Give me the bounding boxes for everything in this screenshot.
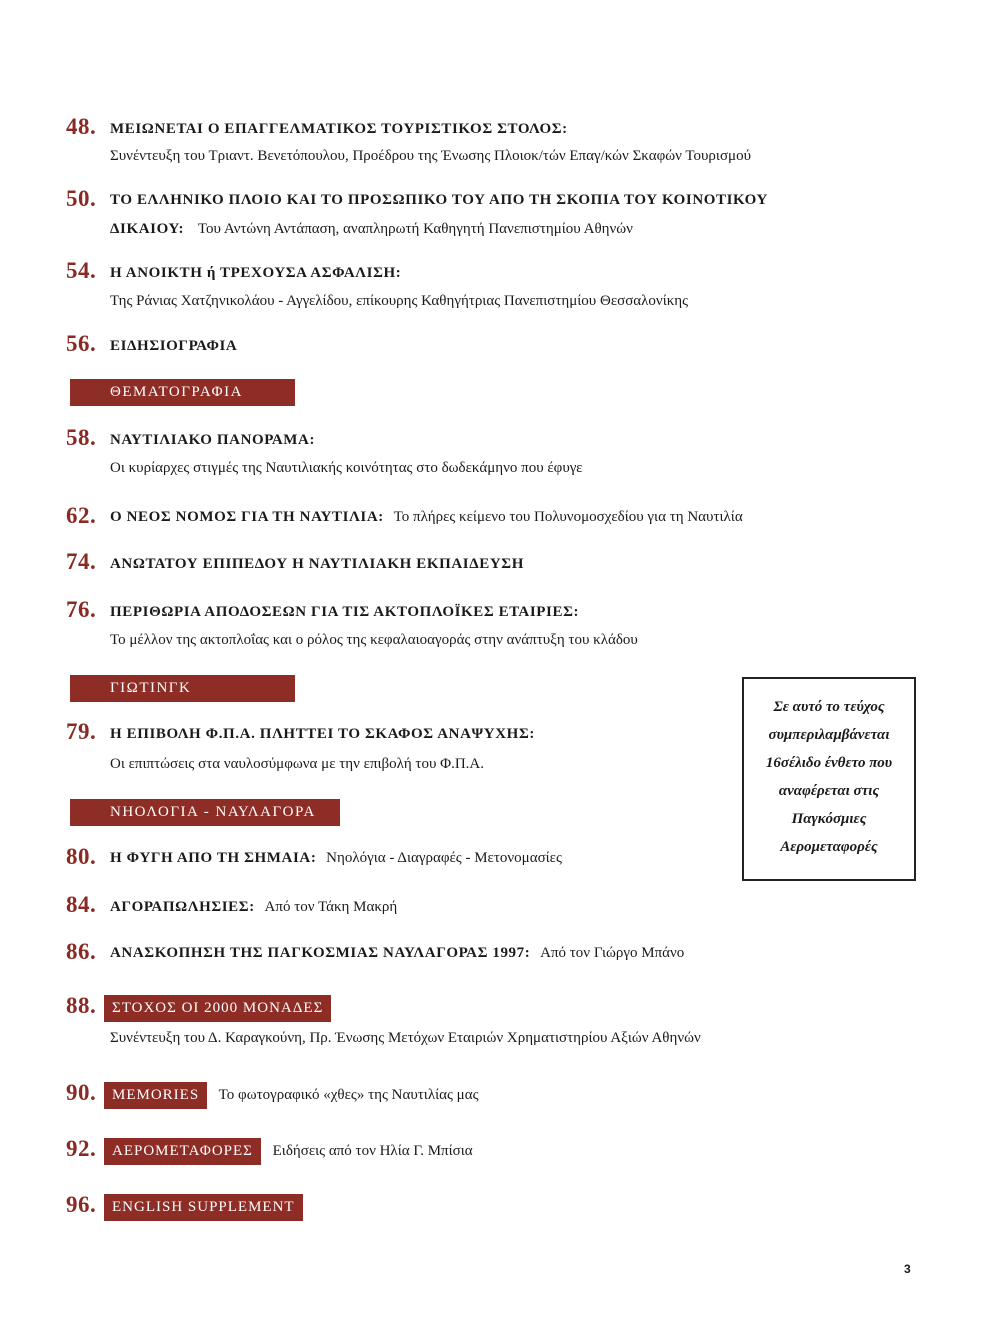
entry-79-subtitle: Οι επιπτώσεις στα ναυλοσύμφωνα με την επιβολή του Φ.Π.Α. bbox=[110, 756, 485, 772]
entry-86-title[interactable]: ΑΝΑΣΚΟΠΗΣΗ ΤΗΣ ΠΑΓΚΟΣΜΙΑΣ ΝΑΥΛΑΓΟΡΑΣ 1997: bbox=[110, 945, 531, 961]
section-header-nhologia: ΝΗΟΛΟΓΙΑ - ΝΑΥΛΑΓΟΡΑ bbox=[70, 799, 340, 826]
page-number: 3 bbox=[904, 1262, 911, 1276]
entry-96-line bbox=[104, 1194, 311, 1221]
entry-54-title[interactable]: Η ΑΝΟΙΚΤΗ ή ΤΡΕΧΟΥΣΑ ΑΣΦΑΛΙΣΗ: bbox=[110, 265, 402, 281]
supplement-note-line: Σε αυτό το τεύχος bbox=[773, 699, 885, 715]
entry-54-subtitle: Της Ράνιας Χατζηνικολάου - Αγγελίδου, επίκουρης Καθηγήτριας Πανεπιστημίου Θεσσαλονίκης bbox=[110, 293, 689, 309]
entry-58-number: 58. bbox=[66, 425, 97, 450]
entry-62-number: 62. bbox=[66, 503, 97, 528]
entry-88-line bbox=[104, 995, 339, 1022]
entry-90-line bbox=[104, 1082, 479, 1109]
entry-96-number: 96. bbox=[66, 1192, 97, 1217]
entry-54-number: 54. bbox=[66, 258, 97, 283]
entry-74-number: 74. bbox=[66, 549, 97, 574]
entry-84-desc: Από τον Τάκη Μακρή bbox=[264, 899, 398, 915]
section-header-yachting: ΓΙΩΤΙΝΓΚ bbox=[70, 675, 295, 702]
supplement-note-line: 16σέλιδο ένθετο που bbox=[765, 755, 893, 771]
entry-76-subtitle: Το μέλλον της ακτοπλοΐας και ο ρόλος της κεφαλαιοαγοράς στην ανάπτυξη του κλάδου bbox=[110, 632, 638, 648]
entry-62-line bbox=[110, 509, 743, 526]
entry-50-title-cont[interactable]: ΔΙΚΑΙΟΥ: bbox=[110, 221, 185, 237]
entry-74-title[interactable]: ΑΝΩΤΑΤΟΥ ΕΠΙΠΕΔΟΥ Η ΝΑΥΤΙΛΙΑΚΗ ΕΚΠΑΙΔΕΥΣΗ bbox=[110, 556, 524, 572]
entry-62-desc: Το πλήρες κείμενο του Πολυνομοσχεδίου για τη Ναυτιλία bbox=[393, 509, 743, 525]
supplement-note-line: Παγκόσμιες bbox=[791, 811, 867, 827]
entry-79-title[interactable]: Η ΕΠΙΒΟΛΗ Φ.Π.Α. ΠΛΗΤΤΕΙ ΤΟ ΣΚΑΦΟΣ ΑΝΑΨΥΧΗΣ: bbox=[110, 726, 535, 742]
entry-58-subtitle: Οι κυρίαρχες στιγμές της Ναυτιλιακής κοινότητας στο δωδεκάμηνο που έφυγε bbox=[110, 460, 583, 476]
entry-80-desc: Νηολόγια - Διαγραφές - Μετονομασίες bbox=[326, 850, 562, 866]
entry-84-title[interactable]: ΑΓΟΡΑΠΩΛΗΣΙΕΣ: bbox=[110, 899, 255, 915]
supplement-note-line: συμπεριλαμβάνεται bbox=[768, 727, 890, 743]
entry-56-title[interactable]: ΕΙΔΗΣΙΟΓΡΑΦΙΑ bbox=[110, 338, 238, 354]
entry-56-number: 56. bbox=[66, 331, 97, 356]
entry-92-number: 92. bbox=[66, 1136, 97, 1161]
entry-86-number: 86. bbox=[66, 939, 97, 964]
entry-84-number: 84. bbox=[66, 892, 97, 917]
entry-84-line bbox=[110, 899, 397, 916]
entry-88-tag[interactable]: ΣΤΟΧΟΣ ΟΙ 2000 ΜΟΝΑΔΕΣ bbox=[104, 995, 331, 1022]
entry-90-number: 90. bbox=[66, 1080, 97, 1105]
entry-92-line bbox=[104, 1138, 473, 1165]
entry-79-number: 79. bbox=[66, 719, 97, 744]
entry-86-line bbox=[110, 945, 684, 962]
entry-92-tag[interactable]: ΑΕΡΟΜΕΤΑΦΟΡΕΣ bbox=[104, 1138, 261, 1165]
entry-80-line bbox=[110, 850, 562, 867]
entry-50-number: 50. bbox=[66, 186, 97, 211]
supplement-note-line: αναφέρεται στις bbox=[778, 783, 880, 799]
section-header-thematografia: ΘΕΜΑΤΟΓΡΑΦΙΑ bbox=[70, 379, 295, 406]
entry-76-number: 76. bbox=[66, 597, 97, 622]
entry-48-title[interactable]: ΜΕΙΩΝΕΤΑΙ Ο ΕΠΑΓΓΕΛΜΑΤΙΚΟΣ ΤΟΥΡΙΣΤΙΚΟΣ ΣΤΟΛΟΣ: bbox=[110, 121, 568, 137]
entry-50-line2 bbox=[110, 221, 633, 238]
entry-50-title[interactable]: ΤΟ ΕΛΛΗΝΙΚΟ ΠΛΟΙΟ ΚΑΙ ΤΟ ΠΡΟΣΩΠΙΚΟ ΤΟΥ ΑΠΟ ΤΗ ΣΚΟΠΙΑ ΤΟΥ ΚΟΙΝΟΤΙΚΟΥ bbox=[110, 192, 768, 208]
entry-92-desc: Ειδήσεις από τον Ηλία Γ. Μπίσια bbox=[272, 1142, 473, 1159]
entry-90-desc: Το φωτογραφικό «χθες» της Ναυτιλίας μας bbox=[218, 1086, 479, 1103]
entry-58-title[interactable]: ΝΑΥΤΙΛΙΑΚΟ ΠΑΝΟΡΑΜΑ: bbox=[110, 432, 316, 448]
entry-76-title[interactable]: ΠΕΡΙΘΩΡΙΑ ΑΠΟΔΟΣΕΩΝ ΓΙΑ ΤΙΣ ΑΚΤΟΠΛΟΪΚΕΣ ΕΤΑΙΡΙΕΣ: bbox=[110, 604, 580, 620]
entry-88-subtitle: Συνέντευξη του Δ. Καραγκούνη, Πρ. Ένωσης Μετόχων Εταιριών Χρηματιστηρίου Αξιών Αθηνών bbox=[110, 1030, 701, 1046]
entry-62-title[interactable]: Ο ΝΕΟΣ ΝΟΜΟΣ ΓΙΑ ΤΗ ΝΑΥΤΙΛΙΑ: bbox=[110, 509, 384, 525]
entry-48-number: 48. bbox=[66, 114, 97, 139]
entry-50-desc: Του Αντώνη Αντάπαση, αναπληρωτή Καθηγητή Πανεπιστημίου Αθηνών bbox=[197, 221, 633, 237]
supplement-note-line: Αερομεταφορές bbox=[780, 839, 878, 855]
entry-80-number: 80. bbox=[66, 844, 97, 869]
entry-48-subtitle: Συνέντευξη του Τριαντ. Βενετόπουλου, Προέδρου της Ένωσης Πλοιοκ/τών Επαγ/κών Σκαφών Τουρισμού bbox=[110, 148, 752, 164]
supplement-note-box bbox=[742, 677, 916, 881]
entry-80-title[interactable]: Η ΦΥΓΗ ΑΠΟ ΤΗ ΣΗΜΑΙΑ: bbox=[110, 850, 317, 866]
entry-96-tag[interactable]: ENGLISH SUPPLEMENT bbox=[104, 1194, 303, 1221]
entry-88-number: 88. bbox=[66, 993, 97, 1018]
entry-86-desc: Από τον Γιώργο Μπάνο bbox=[540, 945, 685, 961]
entry-90-tag[interactable]: MEMORIES bbox=[104, 1082, 207, 1109]
